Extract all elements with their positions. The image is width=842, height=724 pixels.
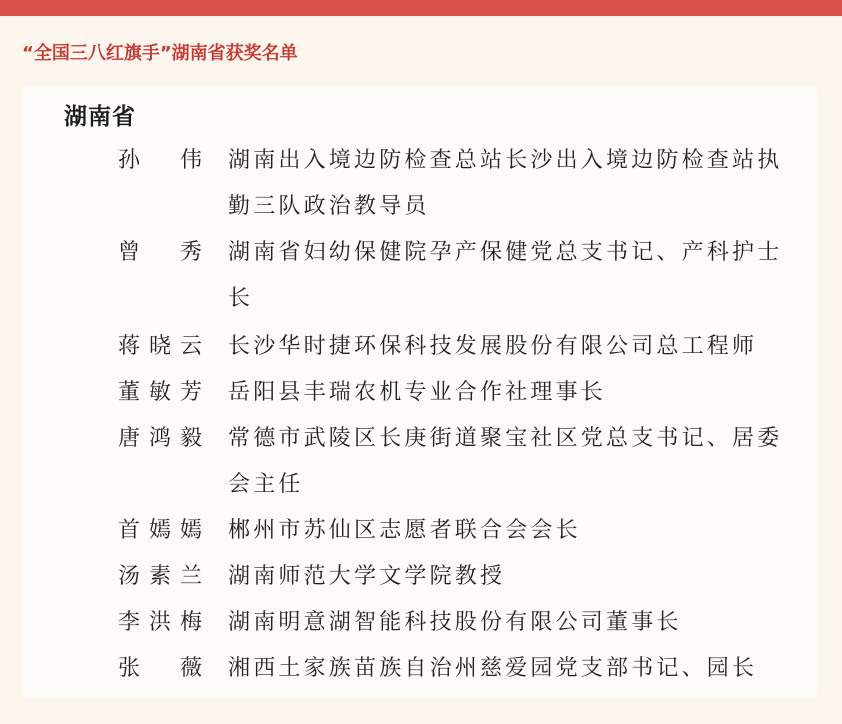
awardee-name	[118, 508, 202, 554]
name-char: 李	[118, 610, 141, 635]
awardee-name	[118, 646, 202, 692]
name-char: 张	[118, 656, 141, 681]
awardee-description: 湖南省妇幼保健院孕产保健党总支书记、产科护士长	[228, 240, 783, 311]
awardee-name	[118, 554, 202, 600]
name-char: 鸿	[148, 426, 171, 451]
name-char: 毅	[179, 426, 202, 451]
name-char: 蒋	[118, 334, 141, 359]
awardee-name	[118, 370, 202, 416]
name-char: 孙	[118, 148, 141, 173]
name-char: 伟	[179, 148, 202, 173]
awardee-description: 岳阳县丰瑞农机专业合作社理事长	[228, 380, 607, 405]
name-char: 梅	[179, 610, 202, 635]
name-char: 薇	[179, 656, 202, 681]
name-char: 敏	[148, 380, 171, 405]
name-char: 汤	[118, 564, 141, 589]
awardee-name	[118, 324, 202, 370]
province-heading: 湖南省	[64, 104, 136, 130]
awardee-description: 湖南师范大学文学院教授	[228, 564, 506, 589]
name-char: 素	[148, 564, 171, 589]
name-char: 晓	[148, 334, 171, 359]
name-char: 首	[118, 518, 141, 543]
name-char: 嫣	[179, 518, 202, 543]
name-char: 曾	[118, 240, 141, 265]
page-title: “全国三八红旗手”湖南省获奖名单	[22, 43, 298, 64]
name-char: 秀	[179, 240, 202, 265]
name-char: 芳	[179, 380, 202, 405]
name-char: 洪	[148, 610, 171, 635]
awardee-name	[118, 600, 202, 646]
awardee-description: 湘西土家族苗族自治州慈爱园党支部书记、园长	[228, 656, 758, 681]
awardee-description: 长沙华时捷环保科技发展股份有限公司总工程师	[228, 334, 758, 359]
awardee-name	[118, 138, 202, 184]
document-panel	[22, 86, 818, 698]
awardee-description: 湖南出入境边防检查总站长沙出入境边防检查站执勤三队政治教导员	[228, 148, 783, 219]
top-accent-bar	[0, 0, 842, 16]
awardee-description: 湖南明意湖智能科技股份有限公司董事长	[228, 610, 682, 635]
name-char: 董	[118, 380, 141, 405]
awardee-description: 常德市武陵区长庚街道聚宝社区党总支书记、居委会主任	[228, 426, 783, 497]
awardee-description: 郴州市苏仙区志愿者联合会会长	[228, 518, 581, 543]
name-char: 嫣	[148, 518, 171, 543]
awardee-name	[118, 416, 202, 462]
name-char: 兰	[179, 564, 202, 589]
name-char: 唐	[118, 426, 141, 451]
name-char: 云	[179, 334, 202, 359]
awardee-name	[118, 230, 202, 276]
